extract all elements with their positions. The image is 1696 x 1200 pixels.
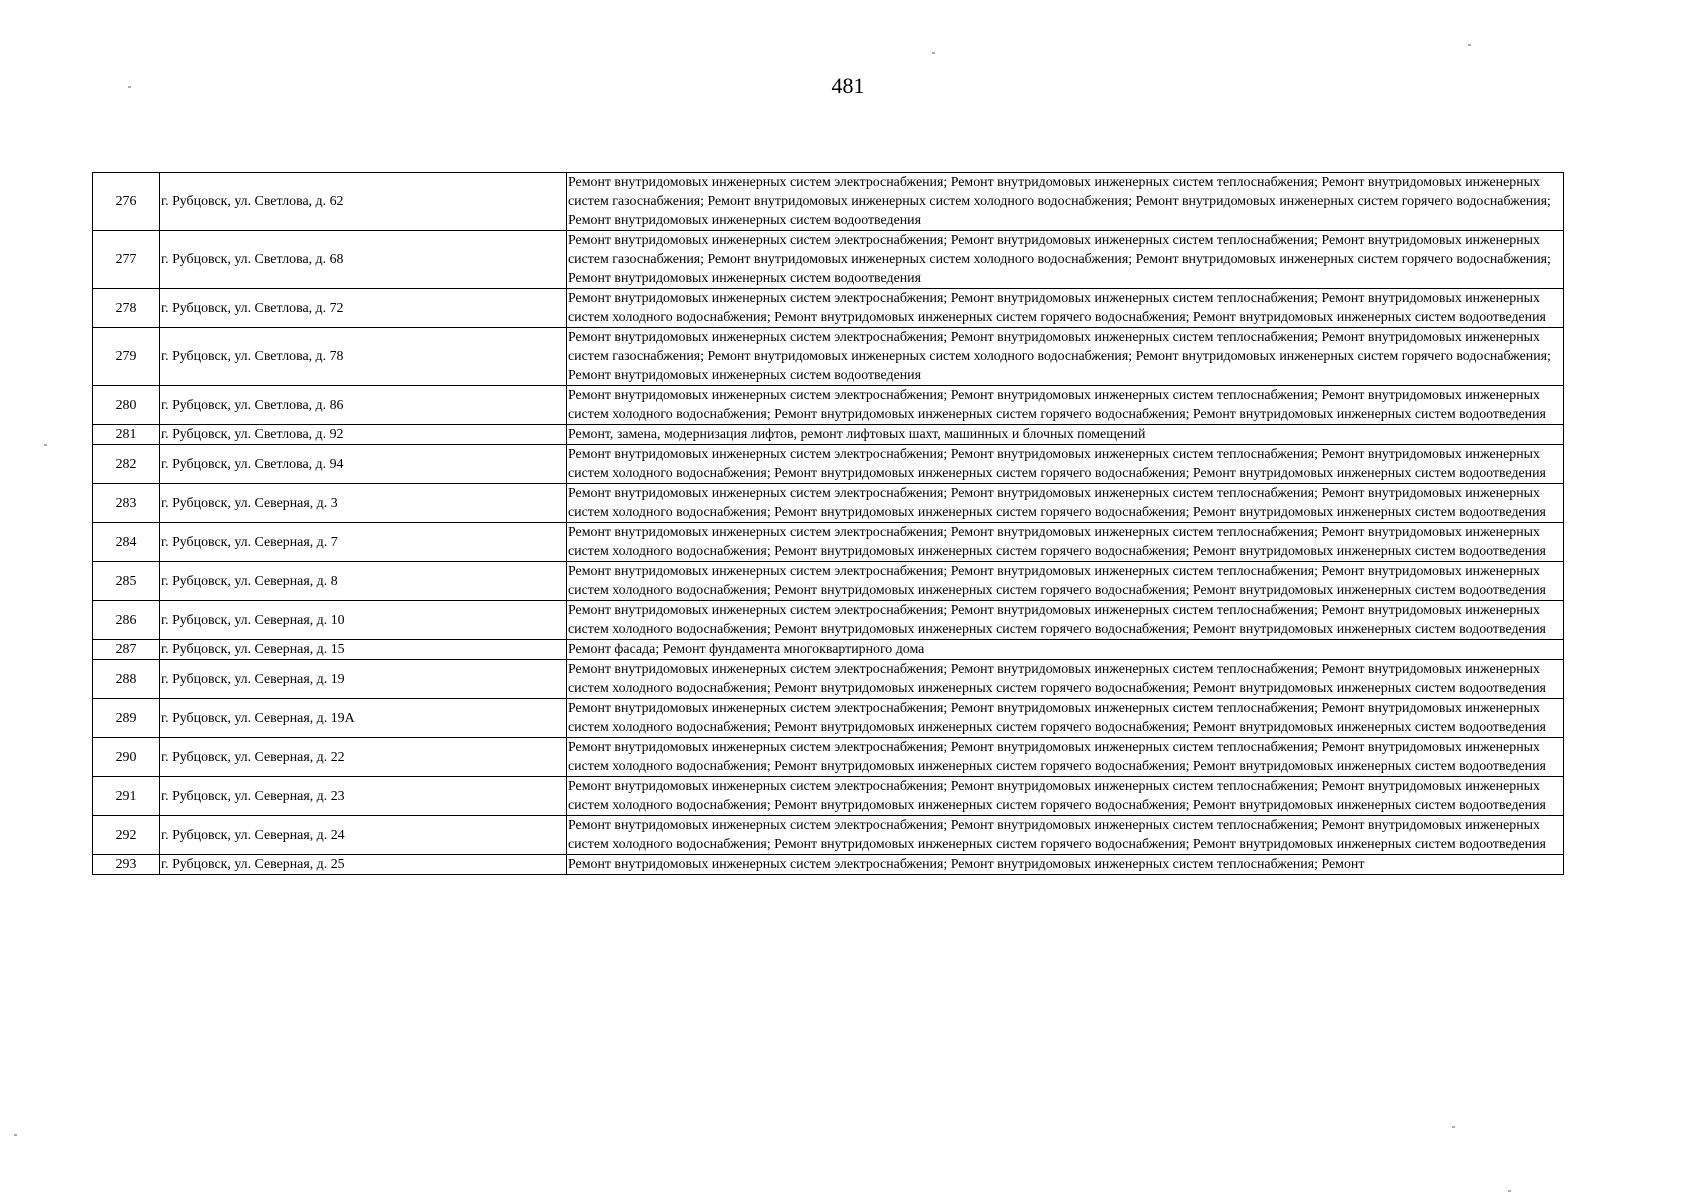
row-works: Ремонт внутридомовых инженерных систем электроснабжения; Ремонт внутридомовых инженерных систем теплоснабжения; Ремонт	[567, 855, 1564, 875]
page-number: 481	[831, 73, 865, 98]
row-works: Ремонт внутридомовых инженерных систем электроснабжения; Ремонт внутридомовых инженерных систем теплоснабжения; Ремонт внутридомовых инженерных систем холодного водоснабжения; Ремонт внутридомовых инженерных систем горячего водоснабжения; Ремонт внутридомовых инженерных систем водоотведения	[567, 699, 1564, 738]
table-row	[93, 445, 1564, 484]
row-address: г. Рубцовск, ул. Северная, д. 19А	[160, 699, 567, 738]
row-number: 283	[93, 484, 160, 523]
row-address: г. Рубцовск, ул. Северная, д. 23	[160, 777, 567, 816]
row-works: Ремонт, замена, модернизация лифтов, ремонт лифтовых шахт, машинных и блочных помещений	[567, 425, 1564, 445]
row-address: г. Рубцовск, ул. Северная, д. 8	[160, 562, 567, 601]
row-number: 288	[93, 660, 160, 699]
row-address: г. Рубцовск, ул. Светлова, д. 86	[160, 386, 567, 425]
row-number: 291	[93, 777, 160, 816]
scan-speck	[1468, 44, 1471, 46]
row-address: г. Рубцовск, ул. Северная, д. 7	[160, 523, 567, 562]
table-row	[93, 640, 1564, 660]
table-row	[93, 562, 1564, 601]
table-row	[93, 289, 1564, 328]
row-address: г. Рубцовск, ул. Северная, д. 3	[160, 484, 567, 523]
row-works: Ремонт внутридомовых инженерных систем электроснабжения; Ремонт внутридомовых инженерных систем теплоснабжения; Ремонт внутридомовых инженерных систем холодного водоснабжения; Ремонт внутридомовых инженерных систем горячего водоснабжения; Ремонт внутридомовых инженерных систем водоотведения	[567, 523, 1564, 562]
row-works: Ремонт внутридомовых инженерных систем электроснабжения; Ремонт внутридомовых инженерных систем теплоснабжения; Ремонт внутридомовых инженерных систем холодного водоснабжения; Ремонт внутридомовых инженерных систем горячего водоснабжения; Ремонт внутридомовых инженерных систем водоотведения	[567, 738, 1564, 777]
scan-speck	[128, 86, 131, 88]
row-works: Ремонт внутридомовых инженерных систем электроснабжения; Ремонт внутридомовых инженерных систем теплоснабжения; Ремонт внутридомовых инженерных систем холодного водоснабжения; Ремонт внутридомовых инженерных систем горячего водоснабжения; Ремонт внутридомовых инженерных систем водоотведения	[567, 386, 1564, 425]
repair-works-table	[92, 172, 1564, 875]
table-row	[93, 699, 1564, 738]
row-number: 279	[93, 328, 160, 386]
row-works: Ремонт внутридомовых инженерных систем электроснабжения; Ремонт внутридомовых инженерных систем теплоснабжения; Ремонт внутридомовых инженерных систем холодного водоснабжения; Ремонт внутридомовых инженерных систем горячего водоснабжения; Ремонт внутридомовых инженерных систем водоотведения	[567, 601, 1564, 640]
table-row	[93, 816, 1564, 855]
row-address: г. Рубцовск, ул. Светлова, д. 68	[160, 231, 567, 289]
row-number: 284	[93, 523, 160, 562]
row-works: Ремонт внутридомовых инженерных систем электроснабжения; Ремонт внутридомовых инженерных систем теплоснабжения; Ремонт внутридомовых инженерных систем холодного водоснабжения; Ремонт внутридомовых инженерных систем горячего водоснабжения; Ремонт внутридомовых инженерных систем водоотведения	[567, 777, 1564, 816]
table-row	[93, 484, 1564, 523]
row-number: 286	[93, 601, 160, 640]
row-address: г. Рубцовск, ул. Северная, д. 25	[160, 855, 567, 875]
row-works: Ремонт внутридомовых инженерных систем электроснабжения; Ремонт внутридомовых инженерных систем теплоснабжения; Ремонт внутридомовых инженерных систем газоснабжения; Ремонт внутридомовых инженерных систем холодного водоснабжения; Ремонт внутридомовых инженерных систем горячего водоснабжения; Ремонт внутридомовых инженерных систем водоотведения	[567, 231, 1564, 289]
row-works: Ремонт внутридомовых инженерных систем электроснабжения; Ремонт внутридомовых инженерных систем теплоснабжения; Ремонт внутридомовых инженерных систем холодного водоснабжения; Ремонт внутридомовых инженерных систем горячего водоснабжения; Ремонт внутридомовых инженерных систем водоотведения	[567, 660, 1564, 699]
row-works: Ремонт внутридомовых инженерных систем электроснабжения; Ремонт внутридомовых инженерных систем теплоснабжения; Ремонт внутридомовых инженерных систем холодного водоснабжения; Ремонт внутридомовых инженерных систем горячего водоснабжения; Ремонт внутридомовых инженерных систем водоотведения	[567, 289, 1564, 328]
table-row	[93, 386, 1564, 425]
table-row	[93, 738, 1564, 777]
row-works: Ремонт внутридомовых инженерных систем электроснабжения; Ремонт внутридомовых инженерных систем теплоснабжения; Ремонт внутридомовых инженерных систем холодного водоснабжения; Ремонт внутридомовых инженерных систем горячего водоснабжения; Ремонт внутридомовых инженерных систем водоотведения	[567, 816, 1564, 855]
row-address: г. Рубцовск, ул. Северная, д. 22	[160, 738, 567, 777]
row-number: 285	[93, 562, 160, 601]
row-number: 280	[93, 386, 160, 425]
scan-speck	[44, 444, 47, 446]
row-number: 292	[93, 816, 160, 855]
row-works: Ремонт внутридомовых инженерных систем электроснабжения; Ремонт внутридомовых инженерных систем теплоснабжения; Ремонт внутридомовых инженерных систем газоснабжения; Ремонт внутридомовых инженерных систем холодного водоснабжения; Ремонт внутридомовых инженерных систем горячего водоснабжения; Ремонт внутридомовых инженерных систем водоотведения	[567, 173, 1564, 231]
row-address: г. Рубцовск, ул. Светлова, д. 92	[160, 425, 567, 445]
scan-speck	[932, 52, 935, 54]
table-row	[93, 660, 1564, 699]
row-number: 290	[93, 738, 160, 777]
scan-speck	[1452, 1126, 1455, 1128]
table-row	[93, 777, 1564, 816]
row-address: г. Рубцовск, ул. Северная, д. 19	[160, 660, 567, 699]
row-address: г. Рубцовск, ул. Северная, д. 15	[160, 640, 567, 660]
row-number: 276	[93, 173, 160, 231]
table-row	[93, 601, 1564, 640]
row-works: Ремонт внутридомовых инженерных систем электроснабжения; Ремонт внутридомовых инженерных систем теплоснабжения; Ремонт внутридомовых инженерных систем холодного водоснабжения; Ремонт внутридомовых инженерных систем горячего водоснабжения; Ремонт внутридомовых инженерных систем водоотведения	[567, 562, 1564, 601]
row-address: г. Рубцовск, ул. Светлова, д. 94	[160, 445, 567, 484]
row-number: 281	[93, 425, 160, 445]
row-number: 289	[93, 699, 160, 738]
row-works: Ремонт внутридомовых инженерных систем электроснабжения; Ремонт внутридомовых инженерных систем теплоснабжения; Ремонт внутридомовых инженерных систем холодного водоснабжения; Ремонт внутридомовых инженерных систем горячего водоснабжения; Ремонт внутридомовых инженерных систем водоотведения	[567, 445, 1564, 484]
row-number: 293	[93, 855, 160, 875]
table-row	[93, 231, 1564, 289]
scan-speck	[14, 1134, 17, 1136]
table-row	[93, 173, 1564, 231]
row-address: г. Рубцовск, ул. Северная, д. 24	[160, 816, 567, 855]
row-address: г. Рубцовск, ул. Светлова, д. 72	[160, 289, 567, 328]
row-address: г. Рубцовск, ул. Северная, д. 10	[160, 601, 567, 640]
row-works: Ремонт внутридомовых инженерных систем электроснабжения; Ремонт внутридомовых инженерных систем теплоснабжения; Ремонт внутридомовых инженерных систем холодного водоснабжения; Ремонт внутридомовых инженерных систем горячего водоснабжения; Ремонт внутридомовых инженерных систем водоотведения	[567, 484, 1564, 523]
table-row	[93, 328, 1564, 386]
row-address: г. Рубцовск, ул. Светлова, д. 62	[160, 173, 567, 231]
scan-speck	[1508, 1190, 1511, 1192]
row-number: 282	[93, 445, 160, 484]
row-works: Ремонт фасада; Ремонт фундамента многоквартирного дома	[567, 640, 1564, 660]
row-number: 278	[93, 289, 160, 328]
row-works: Ремонт внутридомовых инженерных систем электроснабжения; Ремонт внутридомовых инженерных систем теплоснабжения; Ремонт внутридомовых инженерных систем газоснабжения; Ремонт внутридомовых инженерных систем холодного водоснабжения; Ремонт внутридомовых инженерных систем горячего водоснабжения; Ремонт внутридомовых инженерных систем водоотведения	[567, 328, 1564, 386]
row-address: г. Рубцовск, ул. Светлова, д. 78	[160, 328, 567, 386]
row-number: 277	[93, 231, 160, 289]
table-row	[93, 425, 1564, 445]
table-row	[93, 523, 1564, 562]
row-number: 287	[93, 640, 160, 660]
table-body	[93, 173, 1564, 875]
table-row	[93, 855, 1564, 875]
